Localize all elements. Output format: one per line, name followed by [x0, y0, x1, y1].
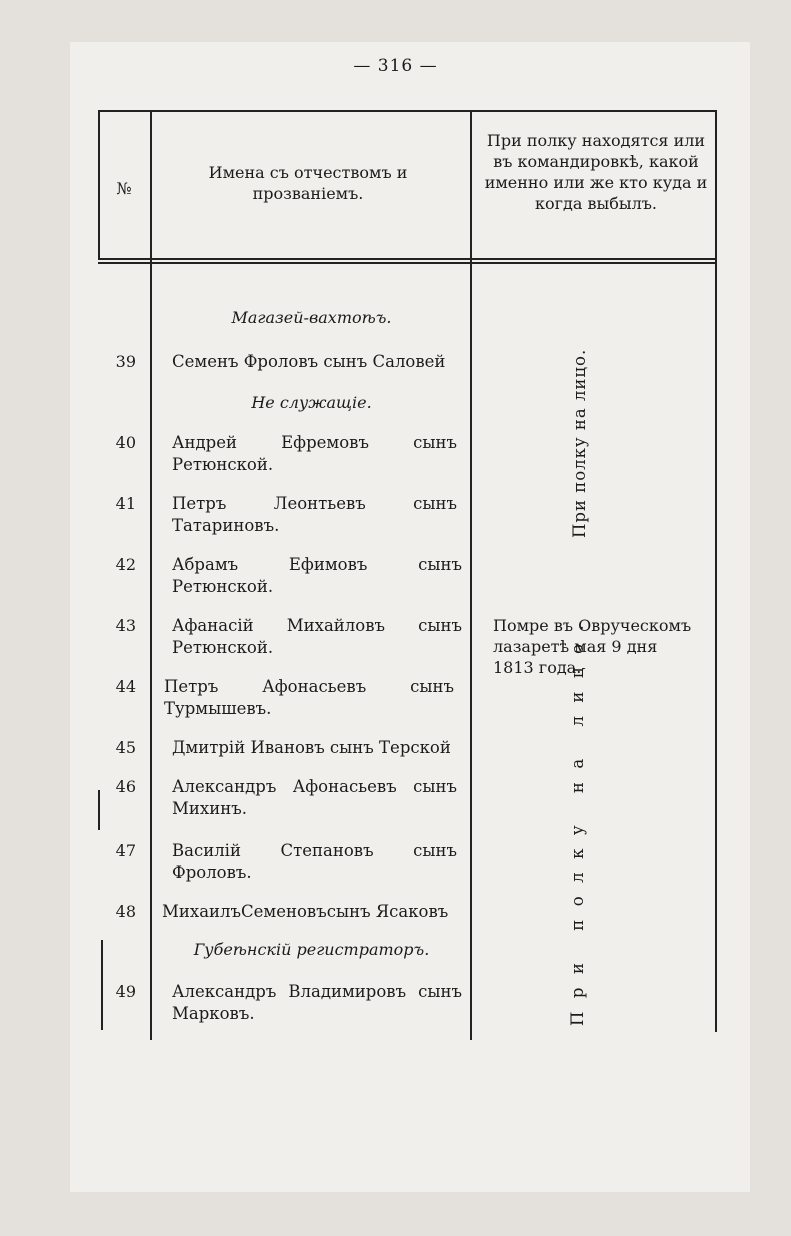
row-name: Александръ Афонасьевъ сынъ Михинъ.	[172, 777, 457, 818]
left-margin-mark-1	[98, 790, 100, 830]
row-number: 48	[115, 902, 136, 921]
status-on-duty-vertical-2: При полку на лицо.	[568, 611, 587, 1026]
section-gubernsky: Губеѣнскiй регистраторъ.	[193, 940, 430, 959]
row-name: Василiй Степановъ сынъ Фроловъ.	[172, 841, 457, 882]
row-number: 45	[115, 738, 136, 757]
row-number: 43	[115, 616, 136, 635]
page-number: — 316 —	[353, 56, 438, 76]
register-table	[98, 110, 716, 1032]
column-divider-1	[150, 110, 152, 1040]
row-name: Андрей Ефремовъ сынъ Ретюнской.	[172, 433, 457, 474]
header-double-line-2	[98, 262, 716, 264]
row-name: Семенъ Фроловъ сынъ Саловей	[172, 352, 446, 371]
row-name: Афанасiй Михайловъ сынъ Ретюнской.	[172, 616, 462, 657]
status-died-note: Помре въ Овруческомъ лазаретѣ мая 9 дня 1813 года.	[493, 616, 692, 677]
row-name: Петръ Афонасьевъ сынъ Турмышевъ.	[164, 677, 454, 718]
header-number: №	[116, 179, 132, 198]
section-not-serving: Не служащiе.	[251, 393, 372, 412]
row-number: 44	[115, 677, 136, 696]
row-name: Александръ Владимировъ сынъ Марковъ.	[172, 982, 462, 1023]
table-top-border	[98, 110, 716, 112]
row-name: Дмитрiй Ивановъ сынъ Терской	[172, 738, 451, 757]
status-on-duty-vertical-1: При полку на лицо.	[570, 348, 589, 538]
row-number: 47	[115, 841, 136, 860]
header-double-line-1	[98, 258, 716, 260]
row-number: 41	[115, 494, 136, 513]
row-name: Абрамъ Ефимовъ сынъ Ретюнской.	[172, 555, 462, 596]
row-name: Петръ Леонтьевъ сынъ Татариновъ.	[172, 494, 457, 535]
row-number: 39	[115, 352, 136, 371]
row-number: 40	[115, 433, 136, 452]
header-status: При полку находятся или въ командировкѣ, какой именно или же кто куда и когда выбылъ.	[484, 131, 708, 213]
row-number: 42	[115, 555, 136, 574]
table-right-border	[715, 110, 717, 1032]
section-magazey: Магазей-вахтоѣъ.	[231, 308, 392, 327]
row-name: МихаилъСеменовъсынъ Ясаковъ	[162, 902, 449, 921]
row-number: 49	[115, 982, 136, 1001]
row-number: 46	[115, 777, 136, 796]
header-names: Имена съ отчествомъ и прозванiемъ.	[208, 163, 408, 203]
